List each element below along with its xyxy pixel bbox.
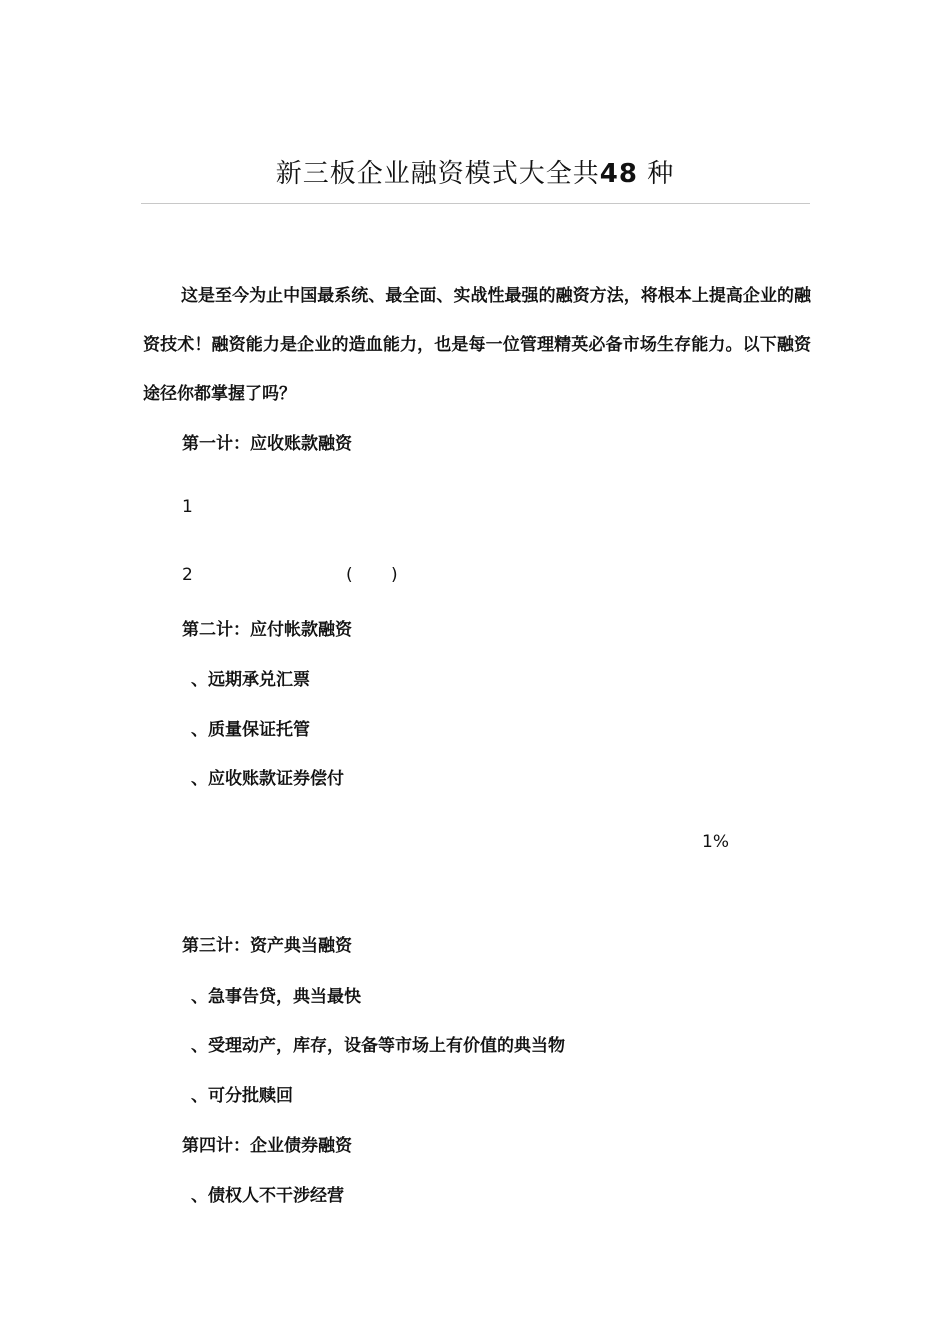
- section-3-item: 、急事告贷，典当最快: [191, 987, 361, 1007]
- document-title: [0, 153, 950, 190]
- section-3-item: 、可分批赎回: [191, 1086, 293, 1106]
- title-suffix: 种: [647, 159, 675, 190]
- section-1-item-2-paren-close: ): [391, 565, 398, 585]
- title-text: 新三板企业融资模式大全共: [275, 159, 600, 190]
- section-1-item-2-number: 2: [182, 565, 193, 585]
- section-2-item: 、应收账款证券偿付: [191, 769, 344, 789]
- section-3-item: 、受理动产，库存，设备等市场上有价值的典当物: [191, 1036, 565, 1056]
- title-divider: [141, 203, 810, 204]
- section-1-item-1: 1: [182, 497, 193, 517]
- section-heading-3: 第三计：资产典当融资: [182, 936, 352, 956]
- title-number: 48: [599, 159, 638, 190]
- section-2-item: 、质量保证托管: [191, 720, 310, 740]
- section-heading-4: 第四计：企业债券融资: [182, 1136, 352, 1156]
- section-heading-1: 第一计：应收账款融资: [182, 434, 352, 454]
- section-1-item-2-paren-open: (: [346, 565, 353, 585]
- intro-paragraph: 这是至今为止中国最系统、最全面、实战性最强的融资方法，将根本上提高企业的融资技术！融资能力是企业的造血能力，也是每一位管理精英必备市场生存能力。以下融资途径你都掌握了吗？: [143, 286, 811, 404]
- section-4-item: 、债权人不干涉经营: [191, 1186, 344, 1206]
- section-2-item: 、远期承兑汇票: [191, 670, 310, 690]
- section-heading-2: 第二计：应付帐款融资: [182, 620, 352, 640]
- section-2-percent: 1%: [702, 832, 729, 852]
